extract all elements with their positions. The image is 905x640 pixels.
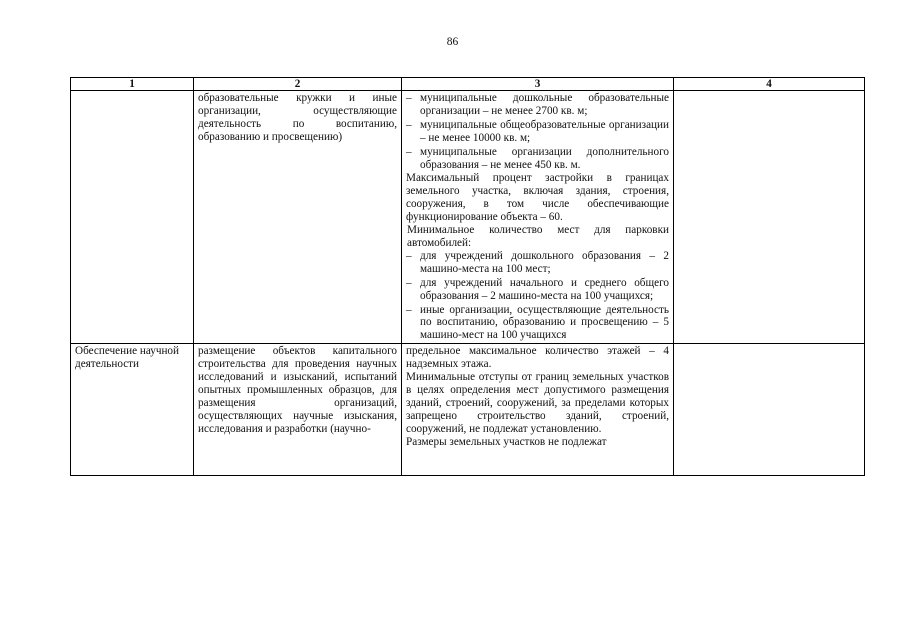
- plot-size-paragraph: Размеры земельных участков не подлежат: [406, 435, 607, 448]
- row2-col1-text: Обеспечение научной деятельности: [75, 345, 180, 371]
- list-item: [406, 277, 669, 303]
- row2-col2-text: размещение объектов капитального строительства для проведения научных исследований и изысканий, испытаний опытных промышленных образцов, для размещения организаций, осуществляющих научные изыскания, исследования и разработки (научно-: [198, 345, 397, 435]
- dash-marker: –: [406, 145, 412, 158]
- header-col-4: 4: [674, 78, 865, 91]
- header-col-2: 2: [194, 78, 402, 91]
- header-col-3: 3: [402, 78, 674, 91]
- list-item: [406, 119, 669, 145]
- header-col-1: 1: [71, 78, 194, 91]
- dash-marker: –: [406, 276, 412, 289]
- list-item: [406, 304, 669, 343]
- row2-col2: [194, 344, 402, 476]
- parking-heading: Минимальное количество мест для парковки автомобилей:: [407, 224, 669, 249]
- row1-col2-text: образовательные кружки и иные организации, осуществляющие деятельность по воспитанию, образованию и просвещению): [198, 92, 397, 143]
- list-item-text: для учреждений дошкольного образования – 2 машино-места на 100 мест;: [420, 249, 669, 275]
- list-item: [406, 92, 669, 118]
- row1-col1: [71, 91, 194, 344]
- list-item-text: муниципальные общеобразовательные организации – не менее 10000 кв. м;: [420, 118, 669, 144]
- table-row: [71, 91, 865, 344]
- list-item-text: муниципальные дошкольные образовательные организации – не менее 2700 кв. м;: [420, 92, 669, 117]
- list-item: [406, 250, 669, 276]
- header-row: [71, 78, 865, 91]
- max-floors-paragraph: предельное максимальное количество этажей – 4 надземных этажа.: [406, 345, 669, 371]
- page-number: 86: [446, 36, 459, 48]
- row1-col4: [674, 91, 865, 344]
- setbacks-paragraph: Минимальные отступы от границ земельных участков в целях определения мест допустимого размещения зданий, строений, сооружений, за пределами которых запрещено строительство зданий, строений, сооружений, не подлежат установлению.: [406, 371, 669, 435]
- dash-marker: –: [406, 92, 412, 104]
- dash-marker: –: [406, 303, 412, 316]
- row2-col1: [71, 344, 194, 476]
- row1-col2: [194, 91, 402, 344]
- dash-marker: –: [406, 118, 412, 131]
- regulations-table: [70, 77, 865, 476]
- list-item-text: муниципальные организации дополнительного образования – не менее 450 кв. м.: [420, 145, 669, 171]
- row2-col3: [402, 344, 674, 476]
- list-item: [406, 146, 669, 172]
- table-row: [71, 344, 865, 476]
- list-item-text: для учреждений начального и среднего общего образования – 2 машино-места на 100 учащихся;: [420, 276, 669, 302]
- dash-marker: –: [406, 249, 412, 262]
- max-coverage-paragraph: Максимальный процент застройки в границах земельного участка, включая здания, строения, сооружения, в том числе обеспечивающие функционирование объекта – 60.: [406, 172, 669, 224]
- row1-col3: [402, 91, 674, 344]
- list-item-text: иные организации, осуществляющие деятельность по воспитанию, образованию и просвещению – 5 машино-мест на 100 учащихся: [420, 303, 669, 342]
- row2-col4: [674, 344, 865, 476]
